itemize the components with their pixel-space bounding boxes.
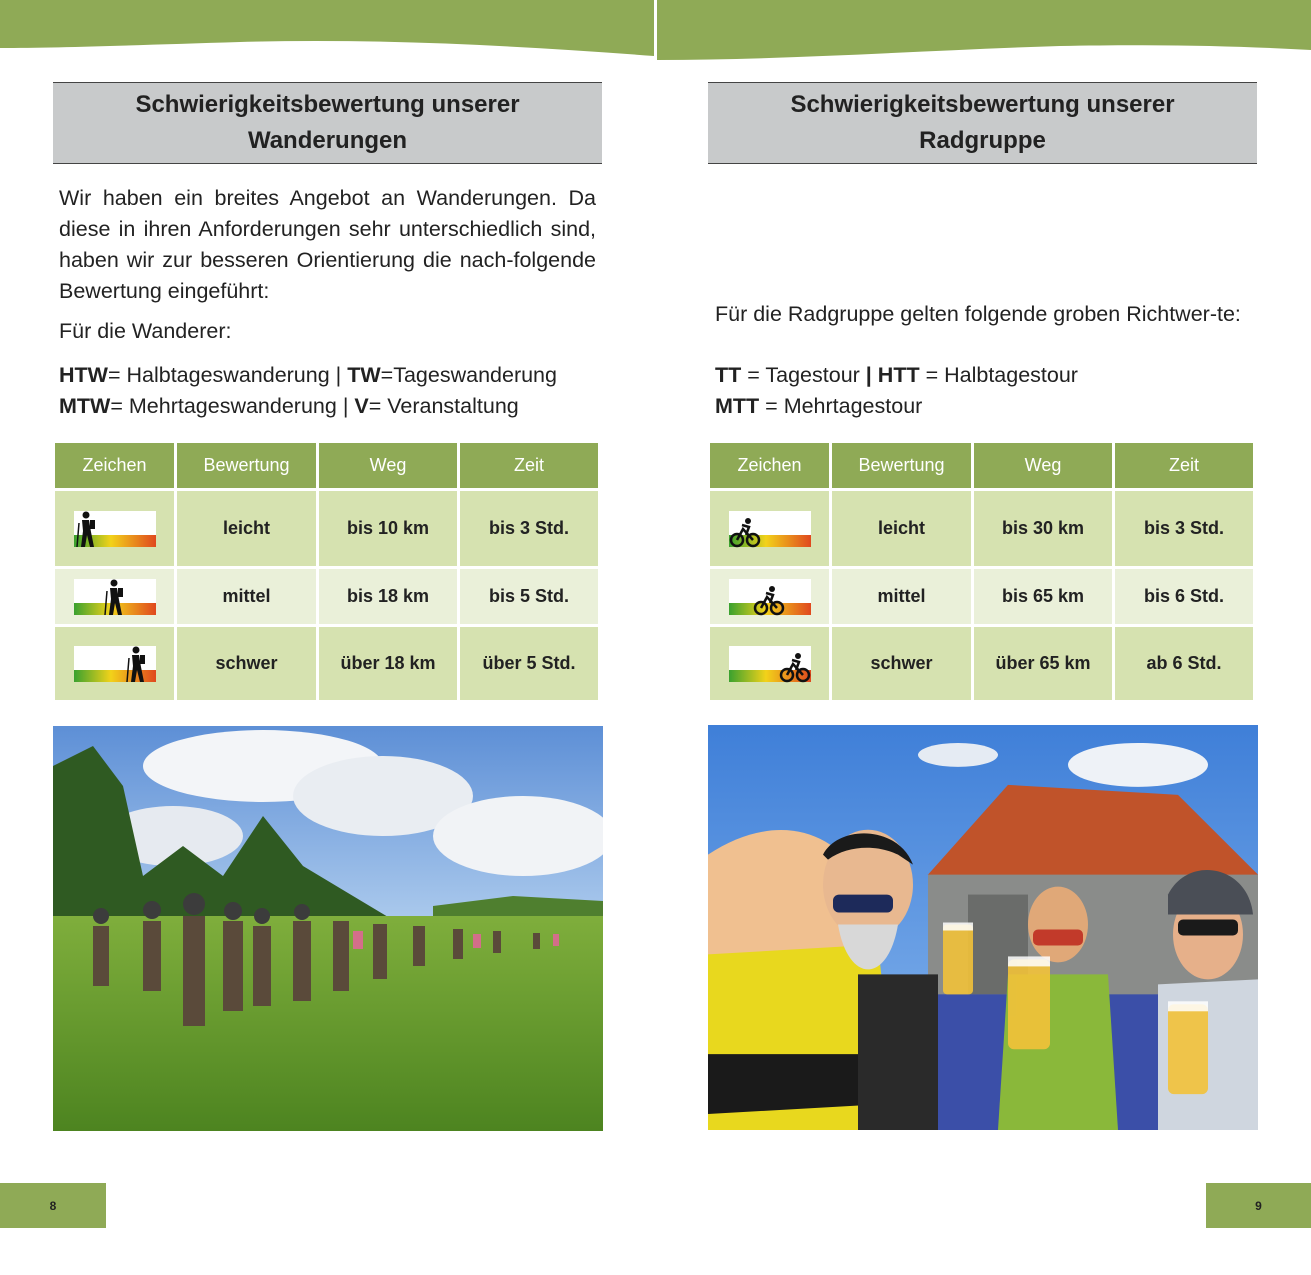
abbr-value: = Tagestour [741,363,866,387]
rating-cell: schwer [832,627,971,700]
header-cell: Weg [974,443,1112,488]
abbreviation-line-1 [715,360,1078,391]
abbr-key: MTT [715,394,760,418]
symbol-cell [710,627,829,700]
table-row [710,491,1253,566]
cyclist-hard-icon [729,644,811,684]
symbol-cell [710,569,829,624]
table-row [710,627,1253,700]
title-line-2: Wanderungen [247,127,408,154]
page-number: 8 [0,1183,106,1228]
symbol-cell [710,491,829,566]
header-cell: Weg [319,443,457,488]
time-cell: ab 6 Std. [1115,627,1253,700]
symbol-cell [55,569,174,624]
distance-cell: bis 18 km [319,569,457,624]
title-line-1: Schwierigkeitsbewertung unserer [790,91,1175,118]
cyclist-medium-icon [729,577,811,617]
page-title [53,82,602,164]
time-cell: über 5 Std. [460,627,598,700]
right-page [656,0,1311,1275]
abbr-key: HTT [877,363,920,387]
hiker-medium-icon [74,577,156,617]
abbr-key: TW [347,363,381,387]
abbr-value: = Mehrtagestour [759,394,923,418]
abbr-key: HTW [59,363,108,387]
abbr-value: = Halbtageswanderung | [107,363,348,387]
left-page [0,0,655,1275]
rating-cell: leicht [177,491,316,566]
time-cell: bis 3 Std. [1115,491,1253,566]
intro-paragraph: Für die Radgruppe gelten folgende groben Richtwer-te: [715,302,1241,326]
header-cell: Zeichen [710,443,829,488]
abbr-key: MTW [59,394,111,418]
table-row [55,569,598,624]
table-row [55,491,598,566]
cyclists-beer-photo [708,725,1258,1130]
time-cell: bis 5 Std. [460,569,598,624]
header-cell: Bewertung [832,443,971,488]
distance-cell: über 18 km [319,627,457,700]
table-row [710,569,1253,624]
time-cell: bis 3 Std. [460,491,598,566]
symbol-cell [55,491,174,566]
audience-label: Für die Wanderer: [59,319,232,343]
abbr-value: =Tageswanderung [380,363,557,387]
difficulty-table [52,440,601,703]
page-title [708,82,1257,164]
hiker-hard-icon [74,644,156,684]
distance-cell: über 65 km [974,627,1112,700]
rating-cell: schwer [177,627,316,700]
intro-paragraph: Wir haben ein breites Angebot an Wanderungen. Da diese in ihren Anforderungen sehr unterschiedlich sind, haben wir zur besseren Orientierung die nach-folgende Bewertung eingeführt: [59,186,596,303]
page-number: 9 [1206,1183,1311,1228]
abbreviation-line-2 [59,391,519,422]
abbreviation-line-1 [59,360,557,391]
time-cell: bis 6 Std. [1115,569,1253,624]
abbr-value: = Mehrtageswanderung | [110,394,355,418]
abbr-value: = Halbtagestour [919,363,1078,387]
rating-cell: mittel [832,569,971,624]
header-cell: Bewertung [177,443,316,488]
rating-cell: mittel [177,569,316,624]
header-cell: Zeit [460,443,598,488]
difficulty-table [707,440,1256,703]
hiking-group-photo [53,726,603,1131]
title-line-2: Radgruppe [919,127,1046,154]
abbreviation-line-2 [715,391,922,422]
cyclist-easy-icon [729,509,811,549]
abbr-key: V [354,394,369,418]
abbr-key: TT [715,363,742,387]
header-cell: Zeichen [55,443,174,488]
rating-cell: leicht [832,491,971,566]
abbr-value: = Veranstaltung [368,394,519,418]
distance-cell: bis 30 km [974,491,1112,566]
symbol-cell [55,627,174,700]
distance-cell: bis 65 km [974,569,1112,624]
title-line-1: Schwierigkeitsbewertung unserer [135,91,520,118]
distance-cell: bis 10 km [319,491,457,566]
hiker-easy-icon [74,509,156,549]
table-row [55,627,598,700]
abbr-separator: | [865,363,878,387]
header-cell: Zeit [1115,443,1253,488]
